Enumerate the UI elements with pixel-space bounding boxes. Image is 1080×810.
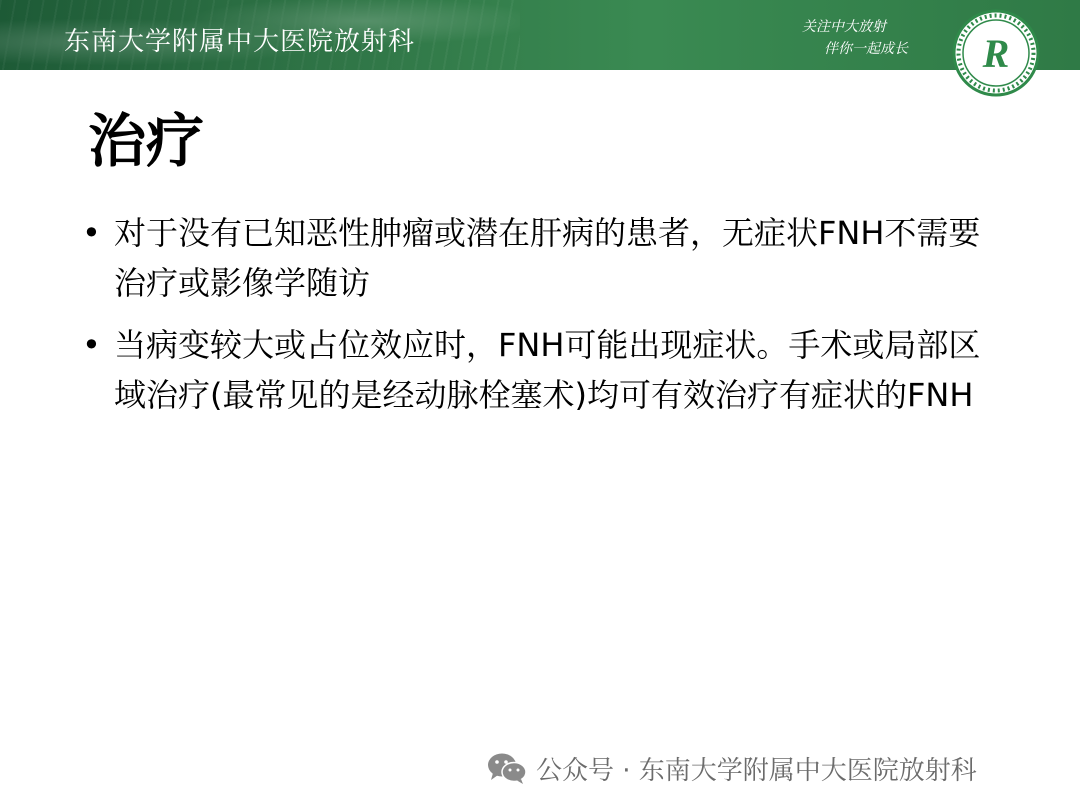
bullet-marker: • bbox=[82, 326, 101, 364]
hospital-logo bbox=[952, 9, 1040, 97]
slogan-line-1: 关注中大放射 bbox=[802, 19, 886, 35]
watermark bbox=[486, 750, 977, 786]
bullet-item bbox=[82, 208, 1012, 308]
bullet-text: 当病变较大或占位效应时，FNH可能出现症状。手术或局部区域治疗(最常见的是经动脉栓塞术)均可有效治疗有症状的FNH bbox=[114, 326, 981, 414]
logo-letter: R bbox=[982, 31, 1010, 76]
slide-title: 治疗 bbox=[88, 107, 205, 175]
watermark-text: 公众号 · 东南大学附属中大医院放射科 bbox=[536, 755, 977, 786]
header-banner bbox=[0, 0, 1080, 70]
bullet-text: 对于没有已知恶性肿瘤或潜在肝病的患者，无症状FNH不需要治疗或影像学随访 bbox=[114, 214, 981, 302]
bullet-marker: • bbox=[82, 214, 101, 252]
header-title: 东南大学附属中大医院放射科 bbox=[64, 27, 416, 57]
slogan-line-2: 伴你一起成长 bbox=[824, 41, 908, 57]
bullet-list bbox=[82, 208, 1012, 432]
header-slogan bbox=[798, 16, 908, 60]
wechat-icon bbox=[486, 751, 528, 785]
bullet-item bbox=[82, 320, 1012, 420]
